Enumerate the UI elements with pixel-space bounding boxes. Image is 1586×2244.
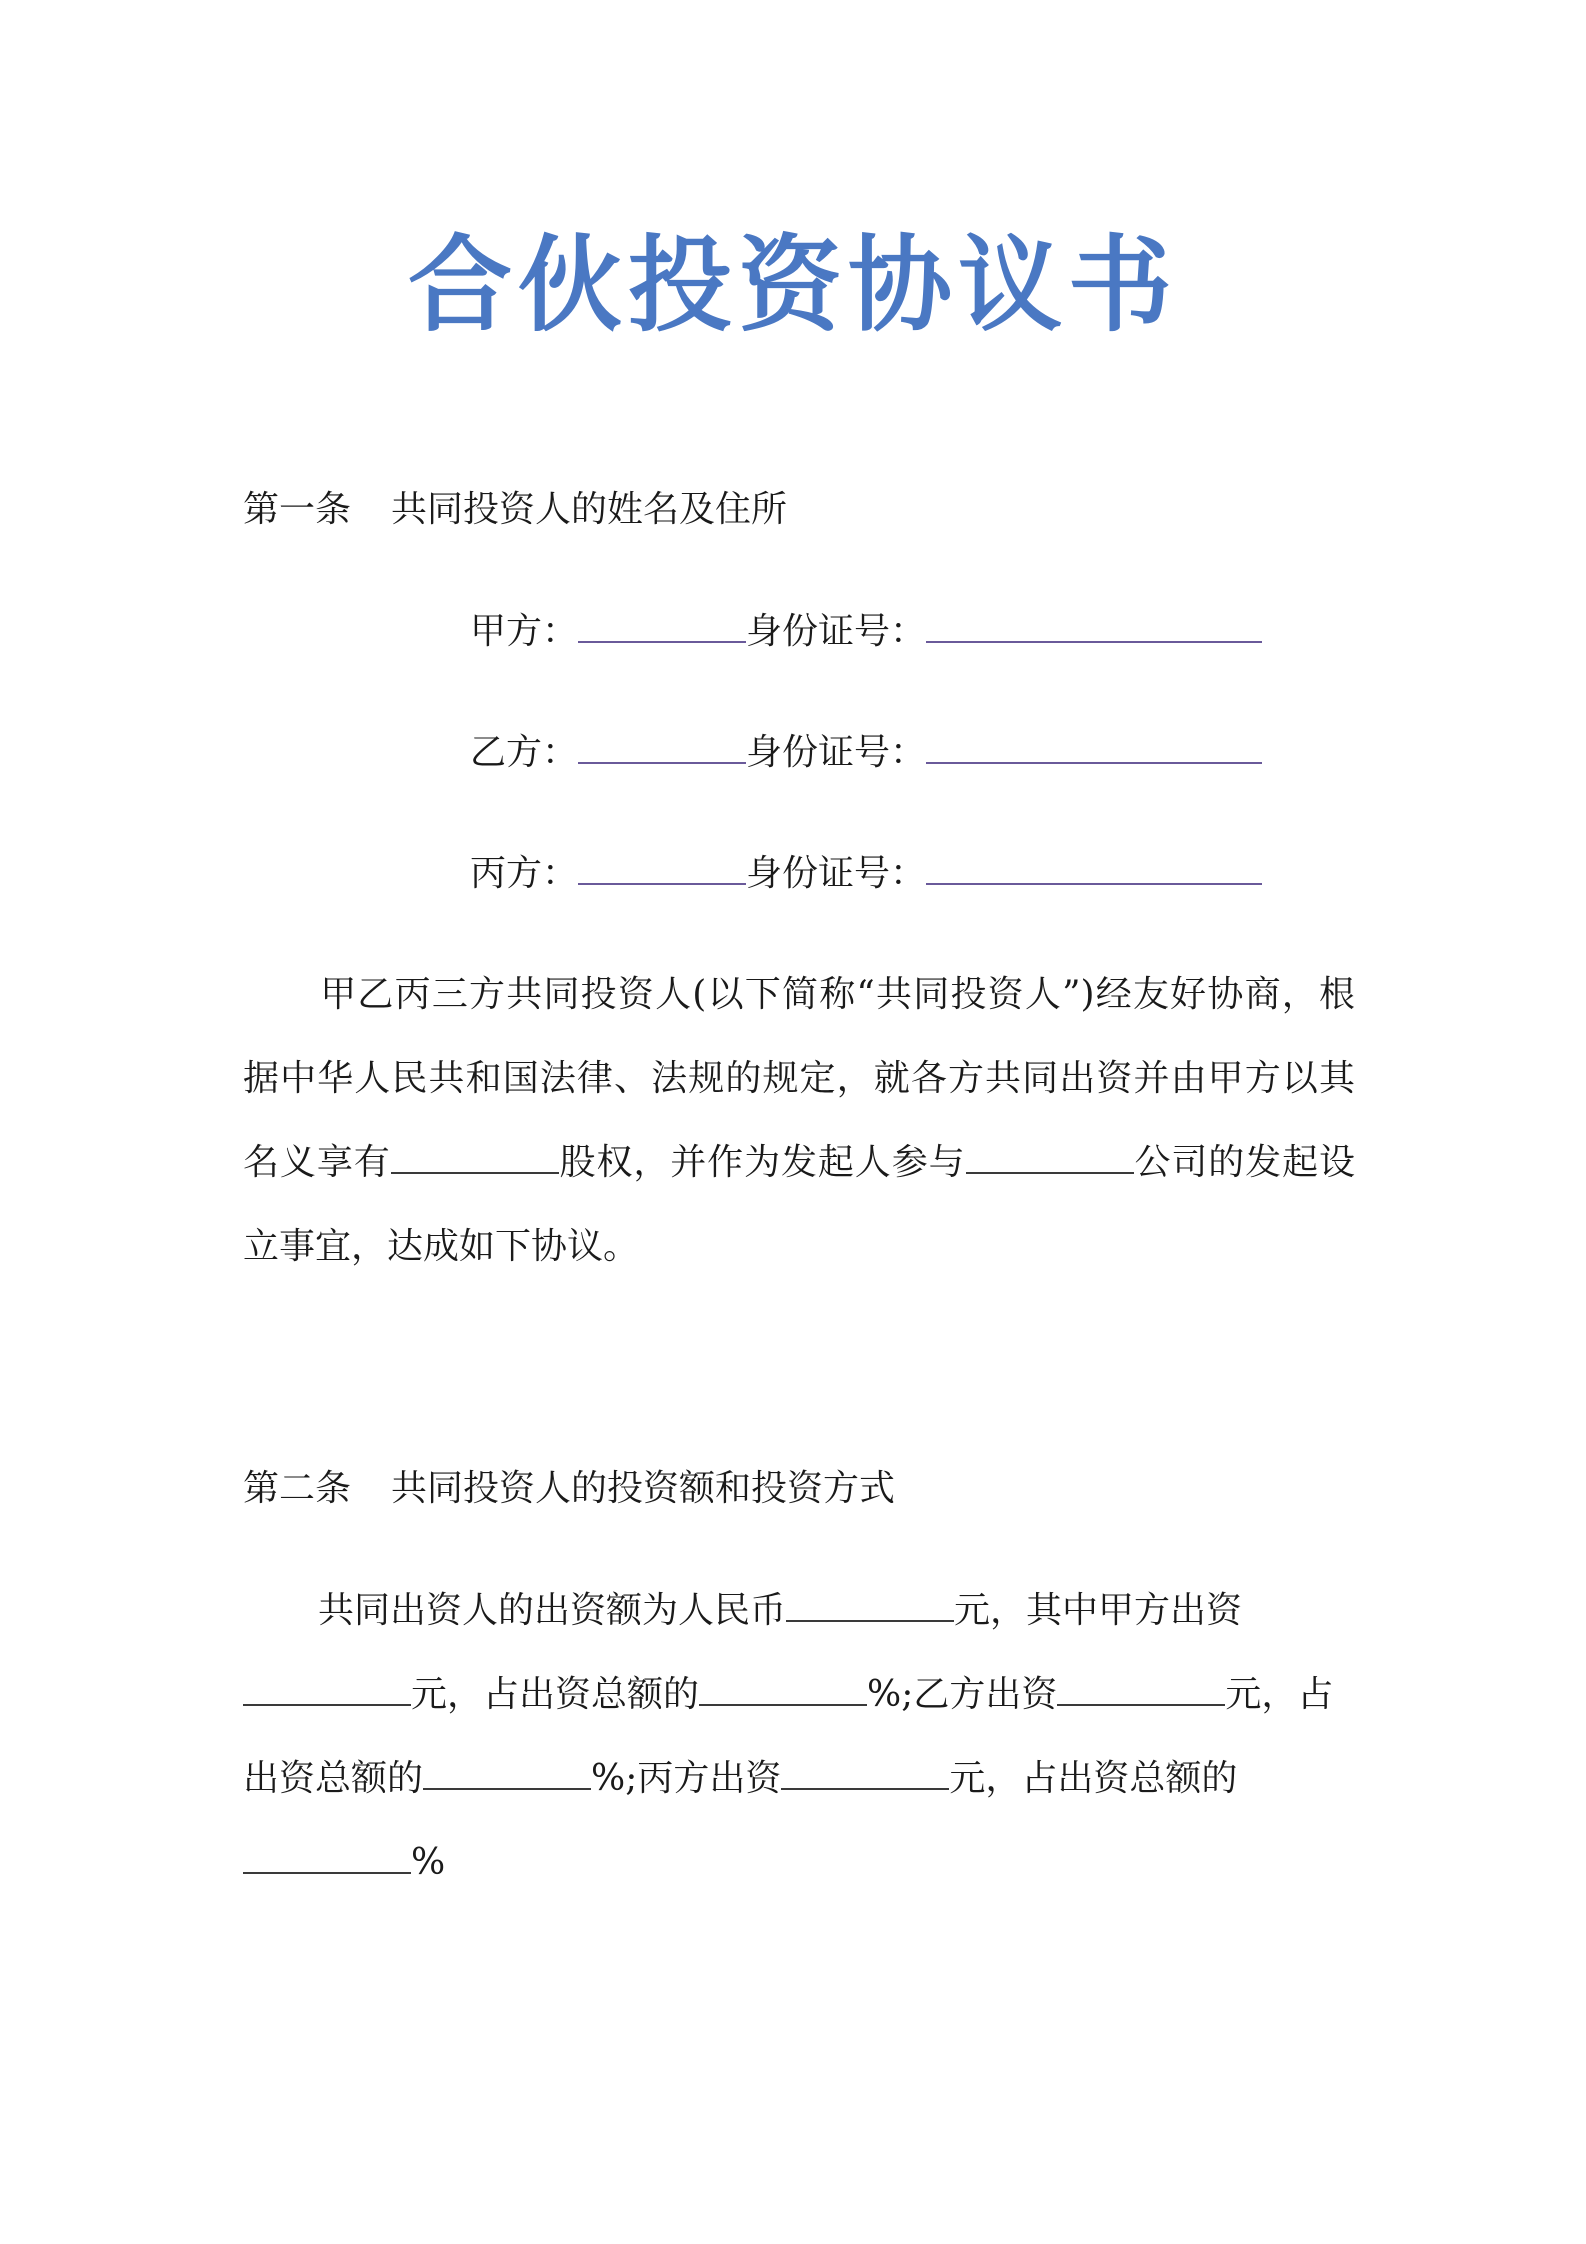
article-2-line-2 <box>243 1668 1333 1720</box>
article-2-line-1 <box>318 1584 1242 1636</box>
id-label: 身份证号： <box>746 611 927 652</box>
body-text: %;乙方出资 <box>867 1674 1058 1715</box>
party-name-blank[interactable] <box>578 726 746 764</box>
total-amount-blank[interactable] <box>786 1584 954 1622</box>
body-text: 元，占出资总额的 <box>949 1758 1238 1799</box>
body-text: %;丙方出资 <box>591 1758 782 1799</box>
body-text: 元，占出资总额的 <box>411 1674 700 1715</box>
body-text: 共同出资人的出资额为人民币 <box>318 1590 787 1631</box>
party-name-blank[interactable] <box>578 605 746 643</box>
article-1-body <box>243 953 1355 1289</box>
party-c-amount-blank[interactable] <box>781 1752 949 1790</box>
body-text: 元，其中甲方出资 <box>954 1590 1243 1631</box>
document-title: 合伙投资协议书 <box>407 223 1178 346</box>
body-text: % <box>411 1842 446 1883</box>
id-label: 身份证号： <box>746 853 927 894</box>
company-name-blank[interactable] <box>966 1136 1134 1174</box>
party-a-percent-blank[interactable] <box>699 1668 867 1706</box>
article-1-heading <box>243 485 787 535</box>
id-number-blank[interactable] <box>926 605 1262 643</box>
id-number-blank[interactable] <box>926 726 1262 764</box>
party-b-percent-blank[interactable] <box>423 1752 591 1790</box>
article-2-heading <box>243 1464 895 1514</box>
body-text: 出资总额的 <box>243 1758 424 1799</box>
party-name-blank[interactable] <box>578 847 746 885</box>
article-2-line-4 <box>243 1836 445 1888</box>
article-1-number: 第一条 <box>243 489 352 530</box>
party-b-amount-blank[interactable] <box>1057 1668 1225 1706</box>
body-text-2: 股权，并作为发起人参与 <box>558 1142 966 1183</box>
party-label: 甲方： <box>470 611 579 652</box>
party-row-jia <box>470 605 1262 657</box>
party-c-percent-blank[interactable] <box>243 1836 411 1874</box>
body-text-3: 公司的发起设立事宜，达成如下协议。 <box>243 1142 1355 1267</box>
party-row-bing <box>470 847 1262 899</box>
id-number-blank[interactable] <box>926 847 1262 885</box>
article-2-number: 第二条 <box>243 1468 352 1509</box>
article-1-title: 共同投资人的姓名及住所 <box>391 489 788 530</box>
party-row-yi <box>470 726 1262 778</box>
article-2-line-3 <box>243 1752 1237 1804</box>
id-label: 身份证号： <box>746 732 927 773</box>
article-2-title: 共同投资人的投资额和投资方式 <box>391 1468 896 1509</box>
body-text: 元，占 <box>1225 1674 1334 1715</box>
party-label: 乙方： <box>470 732 579 773</box>
party-a-amount-blank[interactable] <box>243 1668 411 1706</box>
body-text-1: 甲乙丙三方共同投资人(以下简称“共同投资人”)经友好协商，根据中华人民共和国法律、法规的规定，就各方共同出资并由甲方以其名义享有 <box>243 974 1355 1183</box>
equity-blank[interactable] <box>391 1136 559 1174</box>
party-label: 丙方： <box>470 853 579 894</box>
